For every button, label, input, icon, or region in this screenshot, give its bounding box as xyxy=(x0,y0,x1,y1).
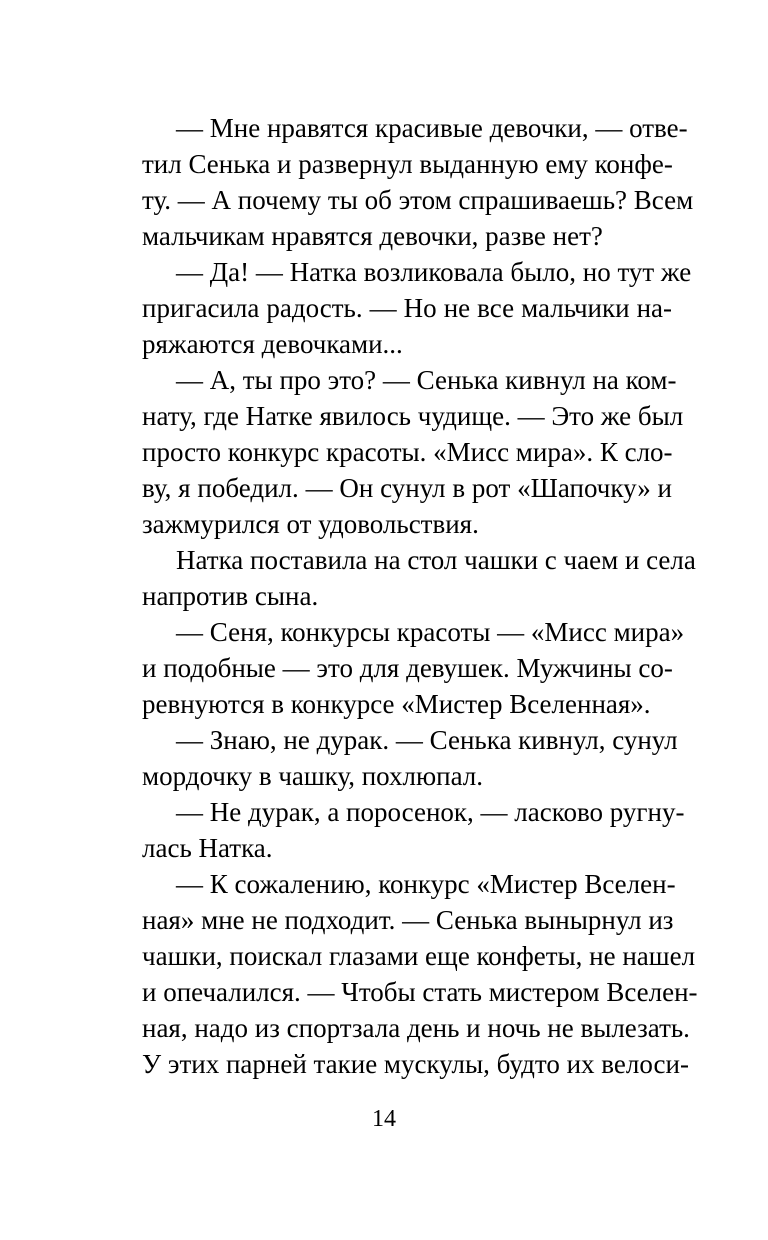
text-line: и опечалился. — Чтобы стать мистером Вселен- xyxy=(142,977,698,1007)
text-line: тил Сенька и развернул выданную ему конфе- xyxy=(142,149,673,179)
text-line: лась Натка. xyxy=(142,833,273,863)
text-line: ная, надо из спортзала день и ночь не вылезать. xyxy=(142,1013,690,1043)
text-line: ревнуются в конкурсе «Мистер Вселенная». xyxy=(142,689,651,719)
page-number: 14 xyxy=(372,1106,396,1132)
text-line: Натка поставила на стол чашки с чаем и села xyxy=(176,545,696,575)
text-line: и подобные — это для девушек. Мужчины со- xyxy=(142,653,673,683)
text-line: — Да! — Натка возликовала было, но тут же xyxy=(176,257,692,287)
text-line: нату, где Натке явилось чудище. — Это же был xyxy=(142,401,684,431)
text-line: чашки, поискал глазами еще конфеты, не нашел xyxy=(142,941,696,971)
text-line: — Мне нравятся красивые девочки, — отве- xyxy=(176,113,688,143)
text-line: напротив сына. xyxy=(142,581,319,611)
text-line: пригасила радость. — Но не все мальчики на- xyxy=(142,293,672,323)
text-line: мордочку в чашку, похлюпал. xyxy=(142,761,484,791)
text-line: мальчикам нравятся девочки, разве нет? xyxy=(142,221,603,251)
text-line: зажмурился от удовольствия. xyxy=(142,509,479,539)
text-line: — Сеня, конкурсы красоты — «Мисс мира» xyxy=(176,617,685,647)
text-line: ряжаются девочками... xyxy=(142,329,403,359)
text-line: — Не дурак, а поросенок, — ласково ругну- xyxy=(176,797,685,827)
text-line: — К сожалению, конкурс «Мистер Вселен- xyxy=(176,869,676,899)
text-line: просто конкурс красоты. «Мисс мира». К сло- xyxy=(142,437,673,467)
text-line: ту. — А почему ты об этом спрашиваешь? Всем xyxy=(142,185,694,215)
text-line: У этих парней такие мускулы, будто их велоси- xyxy=(142,1049,689,1079)
body-text xyxy=(142,110,698,1082)
text-line: ву, я победил. — Он сунул в рот «Шапочку» и xyxy=(142,473,672,503)
text-line: — А, ты про это? — Сенька кивнул на ком- xyxy=(176,365,677,395)
text-line: ная» мне не подходит. — Сенька вынырнул из xyxy=(142,905,674,935)
text-line: — Знаю, не дурак. — Сенька кивнул, сунул xyxy=(176,725,678,755)
